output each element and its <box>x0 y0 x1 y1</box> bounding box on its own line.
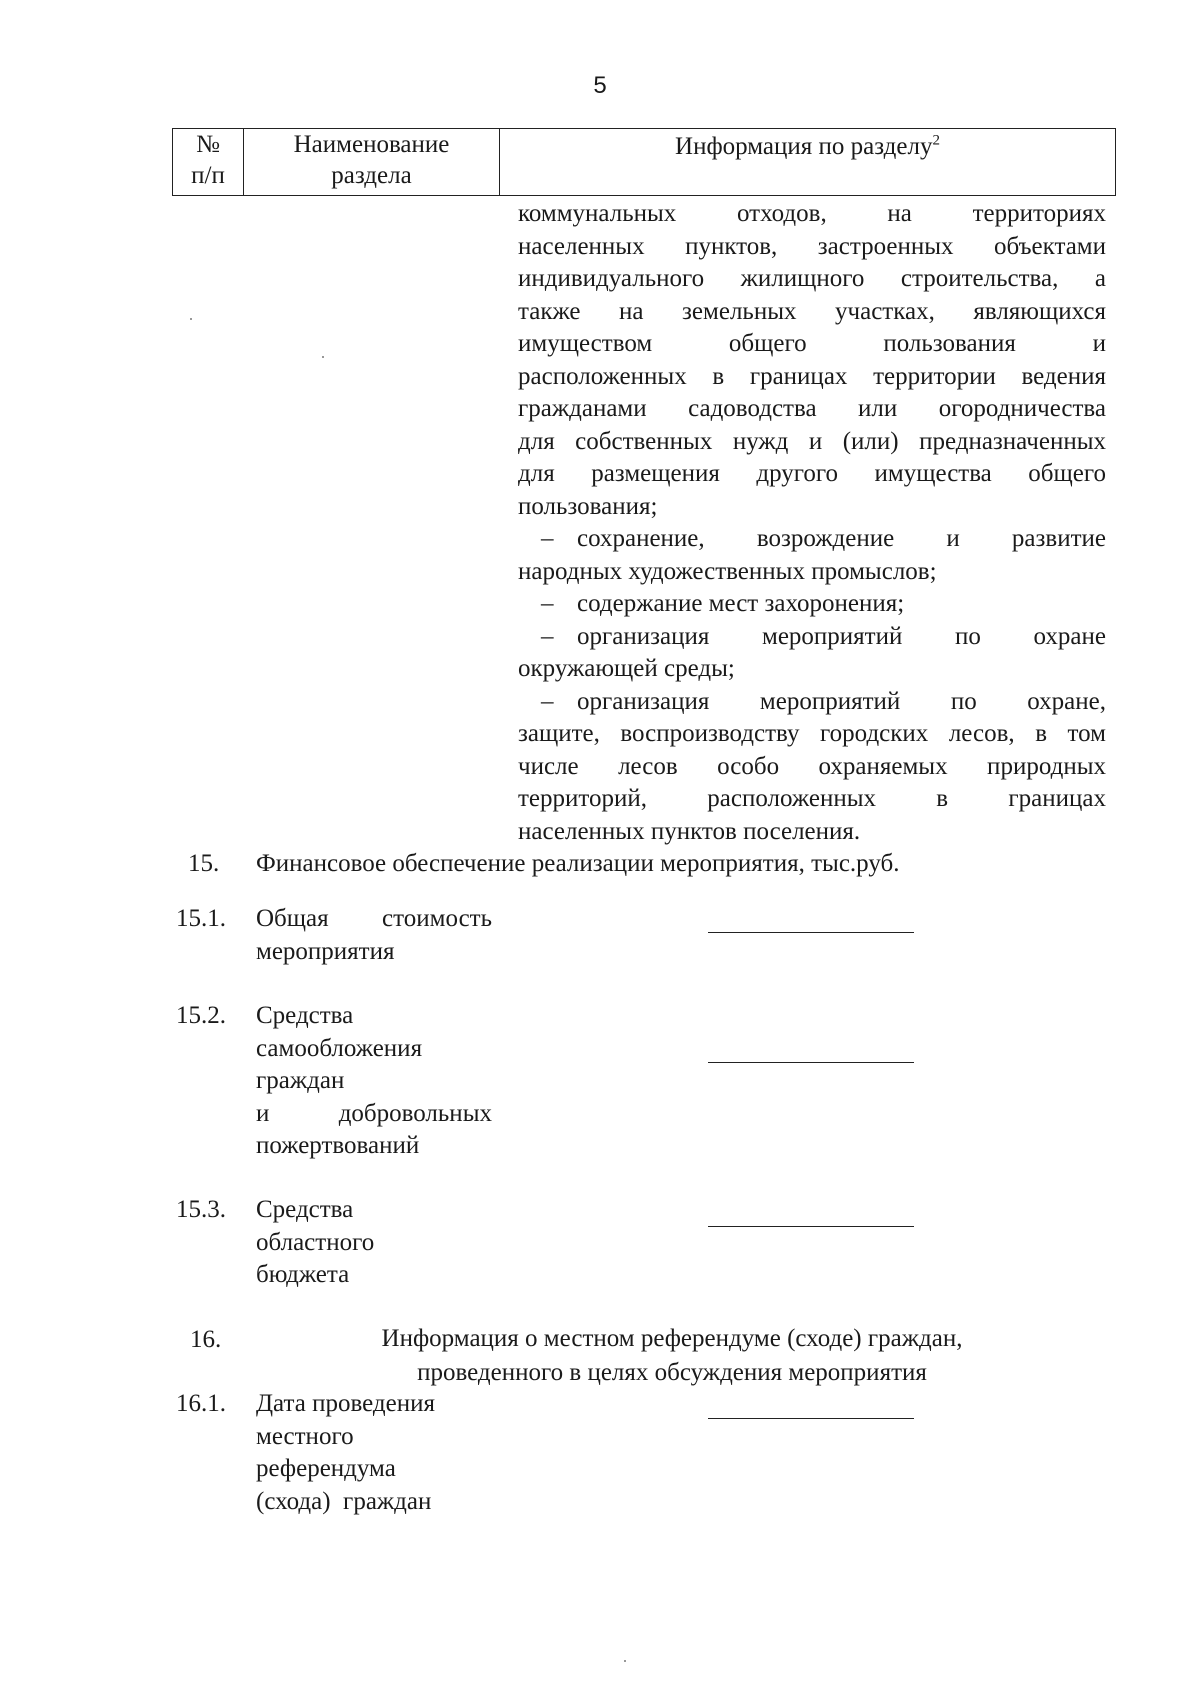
info-line: для размещения другого имущества общего <box>518 460 1106 487</box>
label-line: мероприятия <box>256 937 395 965</box>
row-15-1-number: 15.1. <box>176 905 226 932</box>
section-15-title: Финансовое обеспечение реализации мероприятия, тыс.руб. <box>256 850 900 877</box>
label-line: пожертвований <box>256 1132 420 1159</box>
row-15-2-value-line <box>708 1062 914 1063</box>
list-item-line: числе лесов особо охраняемых природных <box>518 752 1106 780</box>
list-item <box>518 686 1106 719</box>
list-item <box>518 588 1106 621</box>
list-item-text: организация мероприятий по охране, <box>577 687 1106 715</box>
section-16-title <box>256 1322 1088 1390</box>
section-16-number: 16. <box>190 1326 222 1353</box>
label-line: бюджета <box>256 1261 350 1288</box>
list-item <box>518 621 1106 654</box>
label-line: граждан <box>256 1067 345 1094</box>
info-line: населенных пунктов, застроенных объектами <box>518 232 1106 260</box>
section-15-number: 15. <box>188 850 220 877</box>
label-line: местного <box>256 1422 354 1450</box>
list-item-line: территорий, расположенных в границах <box>518 785 1106 812</box>
info-line: для собственных нужд и (или) предназначенных <box>518 427 1106 455</box>
col-number-header <box>173 129 244 196</box>
label-line: Средства <box>256 1196 354 1223</box>
page-number: 5 <box>593 72 607 99</box>
label-line: референдума <box>256 1455 396 1482</box>
row-15-3-number: 15.3. <box>176 1196 226 1223</box>
list-item-line: окружающей среды; <box>518 655 735 682</box>
list-item-text: сохранение, возрождение и развитие <box>577 525 1106 552</box>
list-item-text: содержание мест захоронения; <box>577 590 905 617</box>
label-line: Общая стоимость <box>256 905 492 932</box>
info-line: также на земельных участках, являющихся <box>518 297 1106 325</box>
scan-speck <box>322 356 324 358</box>
label-line: и добровольных <box>256 1099 492 1127</box>
section-info-text <box>518 198 1106 848</box>
scan-speck <box>624 1660 626 1662</box>
list-item-line: защите, воспроизводству городских лесов, в том <box>518 720 1106 747</box>
list-item-line: населенных пунктов поселения. <box>518 817 861 845</box>
info-line: имуществом общего пользования и <box>518 330 1106 357</box>
col-name-header <box>244 129 500 196</box>
row-15-3-value-line <box>708 1226 914 1227</box>
row-16-1-number: 16.1. <box>176 1390 226 1417</box>
label-line: областного <box>256 1228 375 1256</box>
info-line: коммунальных отходов, на территориях <box>518 200 1106 227</box>
col-name-header-line2: раздела <box>331 162 412 189</box>
row-15-2-label <box>256 1000 492 1163</box>
list-item-line: народных художественных промыслов; <box>518 557 937 585</box>
col-info-header <box>500 129 1116 196</box>
col-name-header-line1: Наименование <box>293 131 450 158</box>
label-line: (схода) граждан <box>256 1487 432 1515</box>
row-16-1-value-line <box>708 1418 914 1419</box>
label-line: Дата проведения <box>256 1390 435 1417</box>
scan-speck <box>190 318 192 320</box>
col-number-header-line2: п/п <box>191 162 225 189</box>
info-line: индивидуального жилищного строительства, а <box>518 265 1106 292</box>
row-15-1-label <box>256 903 492 968</box>
row-16-1-label <box>256 1388 492 1518</box>
label-line: самообложения <box>256 1034 423 1062</box>
table-header <box>172 128 1116 196</box>
info-line: расположенных в границах территории ведения <box>518 362 1106 390</box>
dash-bullet: – <box>541 590 554 617</box>
dash-bullet: – <box>541 525 554 552</box>
label-line: Средства <box>256 1002 354 1029</box>
info-line: пользования; <box>518 492 658 520</box>
col-info-header-text: Информация по разделу <box>675 133 933 160</box>
section-16-title-line: проведенного в целях обсуждения мероприятия <box>417 1359 927 1386</box>
info-line: гражданами садоводства или огородничества <box>518 395 1106 422</box>
dash-bullet: – <box>541 622 554 650</box>
col-number-header-line1: № <box>196 131 220 158</box>
list-item <box>518 523 1106 556</box>
footnote-mark: 2 <box>932 132 940 149</box>
row-15-1-value-line <box>708 932 914 933</box>
row-15-3-label <box>256 1194 492 1292</box>
dash-bullet: – <box>541 687 554 715</box>
row-15-2-number: 15.2. <box>176 1002 226 1029</box>
section-16-title-line: Информация о местном референдуме (сходе) граждан, <box>381 1325 963 1352</box>
list-item-text: организация мероприятий по охране <box>577 622 1106 650</box>
